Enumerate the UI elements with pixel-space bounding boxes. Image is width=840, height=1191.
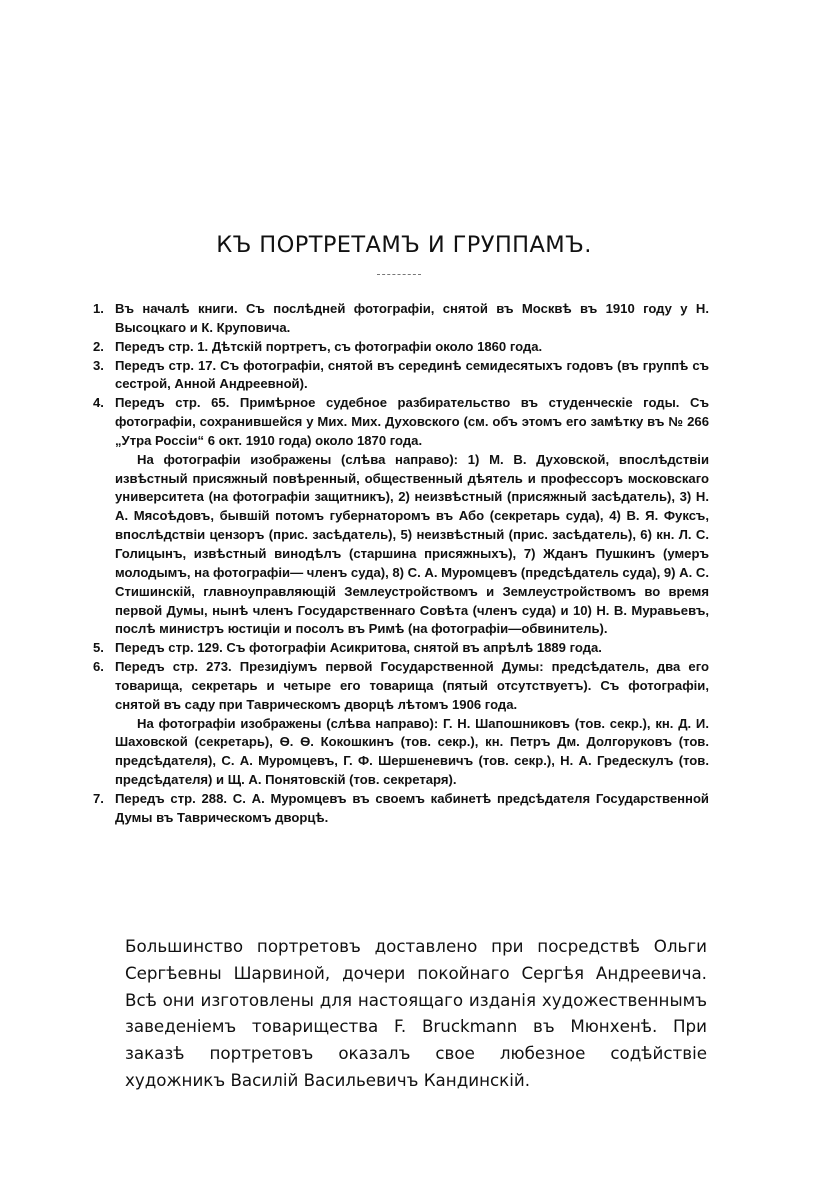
item-number: 3.	[93, 357, 104, 373]
item-number: 6.	[93, 659, 104, 675]
item-text: Передъ стр. 288. С. А. Муромцевъ въ своемъ кабинетѣ предсѣдателя Государственной Думы въ Таврическомъ дворцѣ.	[115, 790, 709, 825]
item-number: 7.	[93, 790, 104, 806]
item-text: Передъ стр. 129. Съ фотографіи Асикритова, снятой въ апрѣлѣ 1889 года.	[115, 640, 602, 656]
closing-paragraph: Большинство портретовъ доставлено при посредствѣ Ольги Сергѣевны Шарвиной, дочери покойнаго Сергѣя Андреевича. Всѣ они изготовлены для настоящаго изданія художественнымъ заведеніемъ товарищества F. Bruckmann въ Мюнхенѣ. При заказѣ портретовъ оказалъ свое любезное содѣйствіе художникъ Василій Васильевичъ Кандинскій.	[125, 936, 707, 1090]
title-divider	[377, 274, 421, 275]
item-number: 2.	[93, 338, 104, 354]
item-number: 5.	[93, 640, 104, 656]
item-text: Передъ стр. 65. Примѣрное судебное разбирательство въ студенческіе годы. Съ фотографіи, сохранившейся у Мих. Мих. Духовского (см. объ этомъ его замѣтку въ № 266 „Утра Россіи“ 6 окт. 1910 года) около 1870 года.	[115, 395, 709, 448]
list-item-4	[93, 394, 709, 639]
list-item-1	[93, 300, 709, 338]
portrait-list	[93, 300, 709, 828]
item-subtext: На фотографіи изображены (слѣва направо): Г. Н. Шапошниковъ (тов. секр.), кн. Д. И. Шаховской (секретарь), Ѳ. Ѳ. Кокошкинъ (тов. секр.), кн. Петръ Дм. Долгоруковъ (тов. предсѣдателя), С. А. Муромцевъ, Г. Ф. Шершеневичъ (тов. секр.), Н. А. Гредескулъ (тов. предсѣдателя) и Щ. А. Понятовскій (тов. секретаря).	[115, 715, 709, 788]
list-item-5	[93, 639, 709, 658]
item-text: Передъ стр. 1. Дѣтскій портретъ, съ фотографіи около 1860 года.	[115, 338, 543, 354]
item-text: Передъ стр. 17. Съ фотографіи, снятой въ серединѣ семидесятыхъ годовъ (въ группѣ съ сестрой, Анной Андреевной).	[115, 357, 709, 392]
page-title: КЪ ПОРТРЕТАМЪ И ГРУППАМЪ.	[216, 232, 592, 258]
item-text: Передъ стр. 273. Президіумъ первой Государственной Думы: предсѣдатель, два его товарища, секретарь и четыре его товарища (пятый отсутствуетъ). Съ фотографіи, снятой въ саду при Таврическомъ дворцѣ лѣтомъ 1906 года.	[115, 659, 709, 712]
list-item-6	[93, 658, 709, 790]
item-text: Въ началѣ книги. Съ послѣдней фотографіи, снятой въ Москвѣ въ 1910 году у Н. Высоцкаго и К. Круповича.	[115, 301, 709, 335]
list-item-7	[93, 790, 709, 828]
list-item-2	[93, 338, 709, 357]
item-subtext: На фотографіи изображены (слѣва направо): 1) М. В. Духовской, впослѣдствіи извѣстный присяжный повѣренный, общественный дѣятель и профессоръ московскаго университета (на фотографіи защитникъ), 2) неизвѣстный (присяжный засѣдатель), 3) Н. А. Мясоѣдовъ, бывшій потомъ губернаторомъ въ Або (секретарь суда), 4) В. Я. Фуксъ, впослѣдствіи цензоръ (прис. засѣдатель), 5) неизвѣстный (прис. засѣдатель), 6) кн. Л. С. Голицынъ, извѣстный винодѣлъ (старшина присяжныхъ), 7) Жданъ Пушкинъ (умеръ молодымъ, на фотографіи— членъ суда), 8) С. А. Муромцевъ (предсѣдатель суда), 9) А. С. Стишинскій, главноуправляющій Землеустройствомъ и Землеустройствомъ во время первой Думы, нынѣ членъ Государственнаго Совѣта (членъ суда) и 10) Н. В. Муравьевъ, послѣ министръ юстиціи и посолъ въ Римѣ (на фотографіи—обвинитель).	[115, 451, 709, 637]
item-number: 1.	[93, 301, 104, 316]
list-item-3	[93, 357, 709, 395]
item-number: 4.	[93, 395, 104, 411]
